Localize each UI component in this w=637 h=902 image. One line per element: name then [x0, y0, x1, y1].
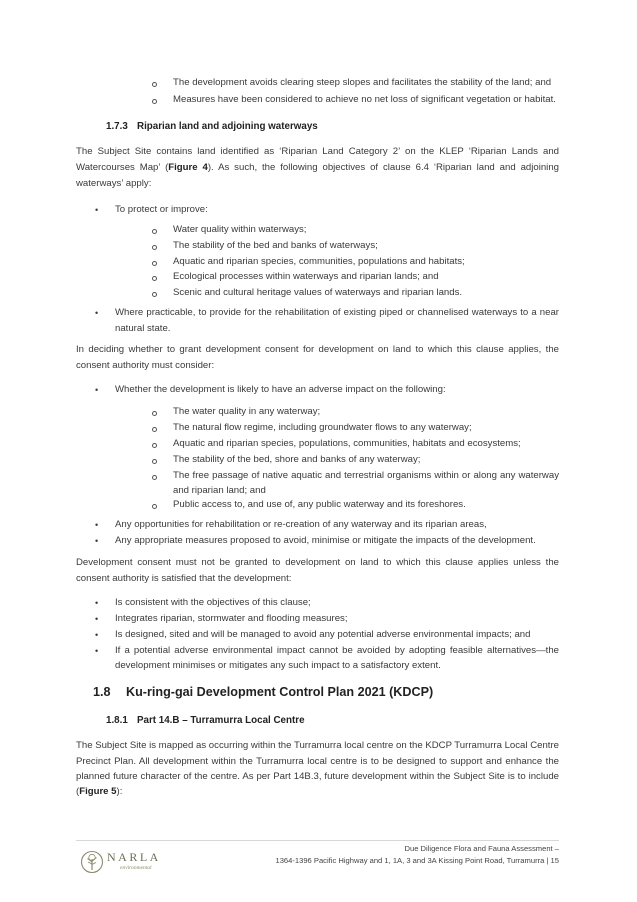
sub-bullet-text: Water quality within waterways; — [173, 224, 307, 235]
sub-bullet-marker — [152, 292, 157, 297]
sub-bullet-marker — [152, 443, 157, 448]
section-heading: Part 14.B – Turramurra Local Centre — [137, 715, 305, 726]
paragraph-line: consent authority must consider: — [76, 360, 215, 371]
bullet-marker: • — [95, 646, 99, 656]
paragraph-line: consent authority is satisfied that the development: — [76, 573, 292, 584]
footer-divider — [76, 840, 559, 841]
sub-bullet-text: Aquatic and riparian species, communities, populations and habitats; — [173, 256, 465, 267]
paragraph-line: Precinct Plan. All development within the Turramurra local centre is to be designed to support and enhance the — [76, 756, 559, 767]
section-number: 1.7.3 — [106, 121, 128, 132]
sub-bullet-text: Aquatic and riparian species, populations, communities, habitats and ecosystems; — [173, 438, 521, 449]
sub-bullet-text: The water quality in any waterway; — [173, 406, 321, 417]
section-heading: Ku-ring-gai Development Control Plan 2021 (KDCP) — [126, 685, 434, 699]
bullet-marker: • — [95, 205, 99, 215]
paragraph-line: waterways’ apply: — [76, 178, 152, 189]
sub-bullet-text: The stability of the bed and banks of waterways; — [173, 240, 378, 251]
bullet-marker: • — [95, 536, 99, 546]
logo-wordmark: NARLA — [107, 850, 161, 864]
figure-reference: Figure 5 — [79, 786, 117, 797]
sub-bullet-marker — [152, 229, 157, 234]
paragraph-line: Watercourses Map’ (Figure 4). As such, the following objectives of clause 6.4 ‘Riparian land and adjoining — [76, 162, 559, 173]
bullet-text: Where practicable, to provide for the rehabilitation of existing piped or channelised waterways to a near — [115, 307, 559, 318]
bullet-marker: • — [95, 308, 99, 318]
sub-bullet-text: Scenic and cultural heritage values of waterways and riparian lands. — [173, 287, 463, 298]
figure-reference: Figure 4 — [168, 162, 208, 173]
bullet-text: natural state. — [115, 323, 171, 334]
sub-bullet-marker — [152, 276, 157, 281]
bullet-marker: • — [95, 630, 99, 640]
sub-bullet-marker — [152, 459, 157, 464]
sub-bullet-text: and riparian land; and — [173, 485, 266, 496]
bullet-text: To protect or improve: — [115, 204, 208, 215]
sub-bullet-text: Measures have been considered to achieve no net loss of significant vegetation or habitat. — [173, 94, 556, 105]
bullet-marker: • — [95, 385, 99, 395]
section-heading: Riparian land and adjoining waterways — [137, 121, 318, 132]
footer-title: Due Diligence Flora and Fauna Assessment – — [404, 844, 559, 853]
bullet-text: Is consistent with the objectives of this clause; — [115, 597, 311, 608]
sub-bullet-marker — [152, 504, 157, 509]
section-number: 1.8.1 — [106, 715, 128, 726]
section-number: 1.8 — [93, 685, 111, 699]
bullet-text: development minimises or mitigates any such impact to a satisfactory extent. — [115, 660, 441, 671]
bullet-text: Integrates riparian, stormwater and flooding measures; — [115, 613, 348, 624]
narla-logo — [80, 848, 180, 876]
sub-bullet-marker — [152, 99, 157, 104]
bullet-text: Whether the development is likely to have an adverse impact on the following: — [115, 384, 446, 395]
bullet-text: Any appropriate measures proposed to avoid, minimise or mitigate the impacts of the development. — [115, 535, 536, 546]
sub-bullet-text: The stability of the bed, shore and banks of any waterway; — [173, 454, 421, 465]
sub-bullet-marker — [152, 427, 157, 432]
sub-bullet-marker — [152, 82, 157, 87]
sub-bullet-marker — [152, 475, 157, 480]
bullet-marker: • — [95, 614, 99, 624]
footer-address-page: 1364-1396 Pacific Highway and 1, 1A, 3 and 3A Kissing Point Road, Turramurra | 15 — [275, 856, 559, 865]
paragraph-line: Development consent must not be granted to development on land to which this clause applies unless the — [76, 557, 559, 568]
bullet-marker: • — [95, 598, 99, 608]
sub-bullet-text: Ecological processes within waterways and riparian lands; and — [173, 271, 439, 282]
sub-bullet-text: The free passage of native aquatic and terrestrial organisms within or along any waterway — [173, 470, 559, 481]
sub-bullet-marker — [152, 261, 157, 266]
paragraph-line: (Figure 5): — [76, 786, 123, 797]
bullet-text: Is designed, sited and will be managed to avoid any potential adverse environmental impacts; and — [115, 629, 531, 640]
paragraph-line: In deciding whether to grant development consent for development on land to which this clause applies, the — [76, 344, 559, 355]
bullet-text: If a potential adverse environmental impact cannot be avoided by adopting feasible alternatives—the — [115, 645, 559, 656]
logo-subtitle: environmental — [120, 865, 152, 871]
sub-bullet-text: Public access to, and use of, any public waterway and its foreshores. — [173, 499, 466, 510]
tree-emblem-icon — [80, 850, 104, 874]
sub-bullet-marker — [152, 245, 157, 250]
paragraph-line: The Subject Site contains land identified as ‘Riparian Land Category 2’ on the KLEP ‘Riparian Lands and — [76, 146, 559, 157]
paragraph-line: The Subject Site is mapped as occurring within the Turramurra local centre on the KDCP Turramurra Local Centre — [76, 740, 559, 751]
bullet-text: Any opportunities for rehabilitation or re-creation of any waterway and its riparian areas, — [115, 519, 487, 530]
paragraph-line: planned future character of the centre. As per Part 14B.3, future development within the Subject Site is to include — [76, 771, 559, 782]
sub-bullet-text: The development avoids clearing steep slopes and facilitates the stability of the land; and — [173, 77, 552, 88]
sub-bullet-marker — [152, 411, 157, 416]
bullet-marker: • — [95, 520, 99, 530]
sub-bullet-text: The natural flow regime, including groundwater flows to any waterway; — [173, 422, 472, 433]
